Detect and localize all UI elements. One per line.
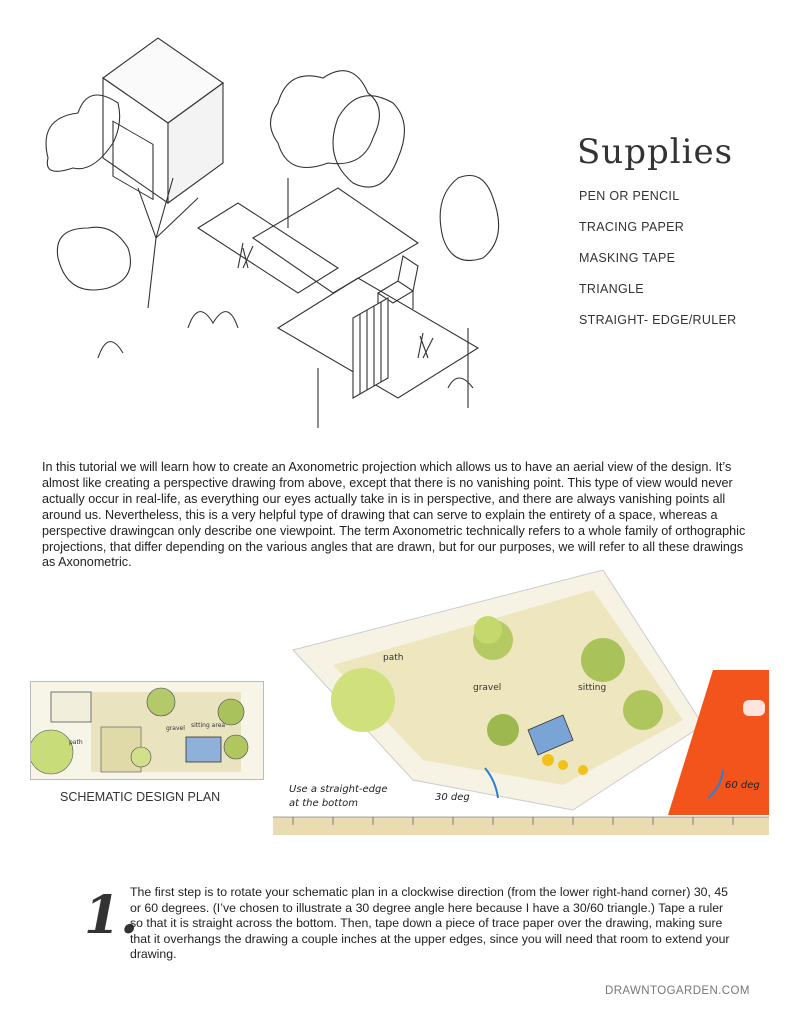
annotation-60-deg: 60 deg [725, 780, 760, 791]
schematic-label-sitting: sitting area [191, 722, 226, 729]
supply-item: STRAIGHT- EDGE/RULER [579, 313, 737, 327]
intro-paragraph: In this tutorial we will learn how to create an Axonometric projection which allows us to have an aerial view of the design. It’s almost like creating a perspective drawing from above, except that there is no vanishing point. This type of view would never actually occur in real-life, as everything our eyes actually take in is in perspective, and there are always vanishing points all around us. Nevertheless, this is a very helpful type of drawing that can serve to explain the entirety of a space, whereas a perspective drawingcan only describe one viewpoint. The term Axonometric technically refers to a whole family of orthographic projections, that differ depending on the various angles that are drawn, but for our purposes, we will refer to all these drawings as Axonometric. [42, 460, 746, 570]
footer-site-url: DRAWNTOGARDEN.COM [605, 985, 750, 997]
photo-label-sitting: sitting [578, 683, 607, 693]
schematic-caption: SCHEMATIC DESIGN PLAN [60, 790, 221, 804]
supply-item: PEN OR PENCIL [579, 189, 680, 203]
supply-item: TRIANGLE [579, 282, 644, 296]
annotation-30-deg: 30 deg [435, 792, 470, 803]
photo-label-gravel: gravel [473, 683, 502, 693]
annotation-straight-edge-line2: at the bottom [289, 798, 358, 809]
schematic-design-plan-image [30, 681, 264, 780]
axonometric-garden-sketch [38, 28, 508, 448]
step-number: 1. [84, 885, 139, 946]
annotation-straight-edge-line1: Use a straight-edge [289, 784, 388, 795]
photo-label-path: path [383, 653, 404, 663]
schematic-label-path: path [69, 739, 83, 746]
supply-item: MASKING TAPE [579, 251, 676, 265]
schematic-label-gravel: gravel [166, 725, 185, 732]
step-text: The first step is to rotate your schematic plan in a clockwise direction (from the lower right-hand corner) 30, 45 or 60 degrees. (I’ve chosen to illustrate a 30 degree angle here because I have a 30/60 triangle.) Tape a ruler so that it is straight across the bottom. Then, tape down a piece of trace paper over the drawing, making sure that it overhangs the drawing a couple inches at the upper edges, since you will need that room to extend your drawing. [130, 885, 730, 961]
supplies-title: Supplies [577, 132, 734, 172]
rotated-plan-photo [273, 570, 769, 840]
supply-item: TRACING PAPER [579, 220, 685, 234]
